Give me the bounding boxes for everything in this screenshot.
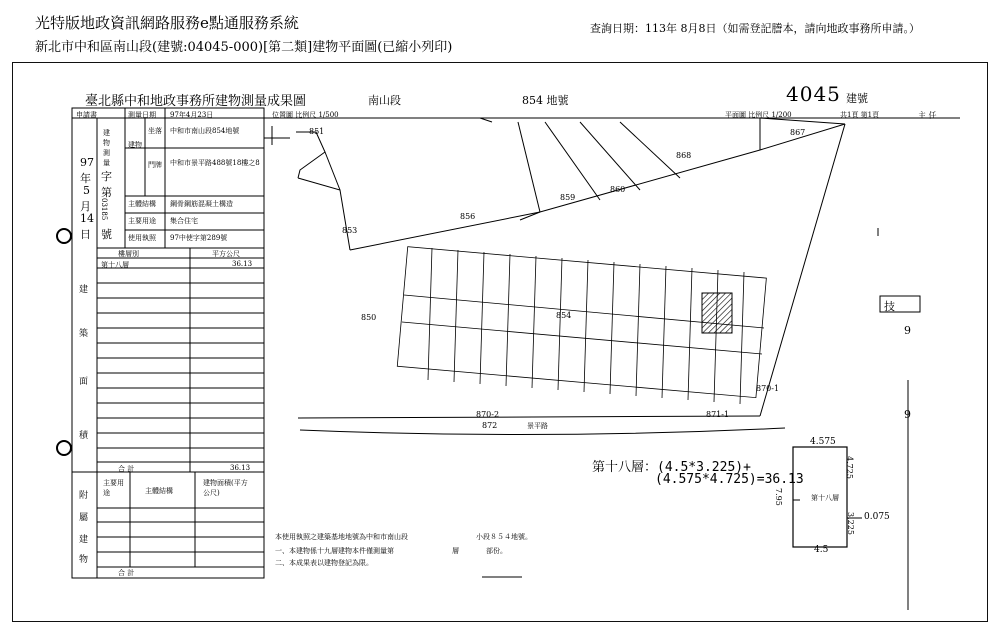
- section-name: 南山段: [368, 94, 401, 107]
- lot-number: 854 地號: [522, 94, 569, 107]
- door-label: 門牌: [148, 161, 162, 169]
- floor-header: 樓層別: [118, 250, 139, 258]
- docno-char-4: 量: [103, 159, 110, 167]
- binder-hole-bottom: [57, 441, 71, 455]
- margin-nine-a: 9: [904, 324, 911, 337]
- annex-structure: 主體結構: [145, 487, 173, 495]
- area-label-3: 面: [79, 377, 89, 387]
- permit-label: 使用執照: [128, 234, 156, 242]
- location-scale: 位置圖 比例尺 1/500: [272, 111, 339, 119]
- binder-hole-top: [57, 229, 71, 243]
- note-line3: 二、本成果表以建物登記為限。: [275, 559, 373, 567]
- lot-871-1: 871-1: [706, 410, 730, 419]
- lot-872: 872: [482, 421, 498, 430]
- annex-use: 主要用途: [103, 479, 124, 497]
- system-title: 光特版地政資訊網路服務e點通服務系統: [35, 14, 299, 32]
- survey-date-label: 測量日期: [128, 111, 156, 119]
- area-label-2: 築: [79, 329, 89, 339]
- year-num: 97: [80, 156, 94, 169]
- note-line1b: 小段８５４地號。: [476, 533, 532, 541]
- lot-859: 859: [560, 193, 576, 202]
- structure-label: 主體結構: [128, 200, 156, 208]
- supervisor-label: 主 任: [918, 111, 937, 120]
- docno-char-5: 字: [101, 170, 112, 183]
- docno-char-7: 號: [101, 228, 112, 241]
- main-use-value: 集合住宅: [170, 217, 198, 225]
- building-label: 建物: [128, 141, 142, 149]
- dim-left: 7.95: [774, 488, 783, 506]
- day-num: 14: [80, 212, 94, 225]
- note-line1: 本使用執照之建築基地地號為中和市南山段: [275, 533, 408, 541]
- lot-854: 854: [556, 311, 572, 320]
- lot-851: 851: [309, 127, 325, 136]
- note-line2b: 層: [452, 547, 459, 555]
- lot-870-2: 870-2: [476, 410, 500, 419]
- structure-value: 鋼骨鋼筋混凝土構造: [170, 200, 233, 208]
- survey-date: 97年4月23日: [170, 111, 214, 119]
- main-use-label: 主要用途: [128, 217, 156, 225]
- lot-870-1: 870-1: [756, 384, 780, 393]
- office-title: 臺北縣中和地政事務所建物測量成果圖: [85, 94, 307, 109]
- area-calc-line2: (4.575*4.725)=36.13: [655, 472, 804, 487]
- area-label-1: 建: [79, 285, 89, 295]
- area-calc-line1: 第十八層：(4.5*3.225)+: [592, 460, 751, 475]
- note-line2c: 部份。: [486, 547, 507, 555]
- doc-number: 03185: [100, 198, 108, 221]
- floor-name: 第十八層: [101, 261, 129, 269]
- note-line2: 一、本建物係十九層建物本件僅測量第: [275, 547, 394, 555]
- door-value: 中和市景平路488號18樓之8: [170, 159, 260, 167]
- lot-867: 867: [790, 128, 806, 137]
- building-number: 4045: [786, 82, 841, 106]
- permit-value: 97中使字第289號: [170, 234, 228, 242]
- annex-label-2: 屬: [79, 513, 89, 523]
- month-num: 5: [83, 184, 90, 197]
- month-char: 月: [80, 200, 91, 213]
- seat-label: 坐落: [148, 127, 162, 135]
- annex-label-1: 附: [79, 491, 89, 501]
- area-total: 36.13: [230, 464, 251, 472]
- lot-853: 853: [342, 226, 358, 235]
- page-info: 共1頁 第1頁: [840, 111, 880, 119]
- dim-offset: 0.075: [864, 512, 890, 522]
- area-header: 平方公尺: [212, 250, 240, 258]
- dim-top: 4.575: [810, 437, 836, 447]
- year-char: 年: [80, 172, 91, 185]
- docno-char-1: 建: [103, 129, 110, 137]
- annex-total: 合 計: [118, 569, 135, 577]
- dim-bottom: 4.5: [814, 545, 829, 555]
- annex-area: 建物面積(平方公尺): [203, 479, 248, 497]
- docno-char-6: 第: [101, 186, 112, 199]
- dim-right-lower: 3.225: [846, 512, 855, 535]
- floor-area: 36.13: [232, 260, 253, 268]
- area-label-4: 積: [79, 431, 89, 441]
- margin-nine-b: 9: [904, 408, 911, 421]
- document-subtitle: 新北市中和區南山段(建號:04045-000)[第二類]建物平面圖(已縮小列印): [35, 40, 453, 55]
- lot-850: 850: [361, 313, 377, 322]
- margin-tech: 技: [884, 300, 895, 313]
- docno-char-3: 測: [103, 149, 110, 157]
- lot-856: 856: [460, 212, 476, 221]
- annex-label-4: 物: [79, 555, 89, 565]
- day-char: 日: [80, 228, 91, 241]
- lot-860: 860: [610, 185, 626, 194]
- dim-right-upper: 4.725: [845, 456, 854, 479]
- seat-value: 中和市南山段854地號: [170, 127, 240, 135]
- building-number-label: 建號: [846, 92, 868, 105]
- annex-label-3: 建: [79, 535, 89, 545]
- lot-868: 868: [676, 151, 692, 160]
- floorplan-label: 第十八層: [811, 494, 839, 502]
- applicant-label: 申請書: [76, 111, 97, 119]
- query-date: 查詢日期：113年 8月8日（如需登記謄本，請向地政事務所申請。）: [590, 22, 920, 35]
- road-name: 景平路: [527, 422, 548, 430]
- area-total-label: 合 計: [118, 465, 135, 473]
- floorplan-scale: 平面圖 比例尺 1/200: [725, 111, 792, 119]
- docno-char-2: 物: [103, 139, 110, 147]
